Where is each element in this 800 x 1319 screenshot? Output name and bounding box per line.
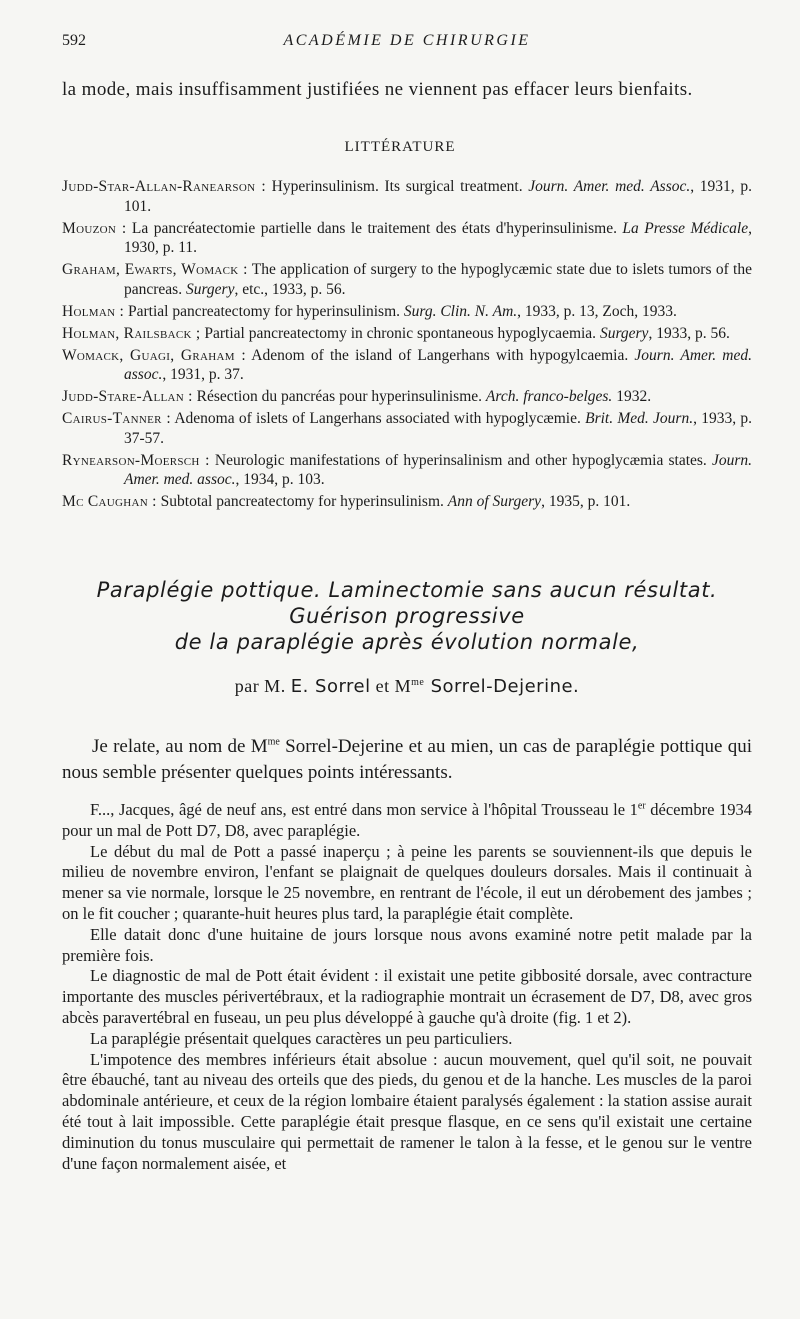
reference-title: Adenoma of islets of Langerhans associated with hypoglycæmie. [170,410,586,427]
body-paragraph: Elle datait donc d'une huitaine de jours lorsque nous avons examiné notre petit malade par la première fois. [62,924,752,965]
page-header [62,32,752,56]
article-title-line: Guérison progressive [289,604,525,628]
reference-source: Journ. Amer. med. assoc. [124,346,752,383]
body-paragraph: Le diagnostic de mal de Pott était évident : il existait une petite gibbosité dorsale, avec contracture importante des muscles périvertébraux, et la radiographie montrait un écrasement de D7, D8, avec gros abcès paravertébral en fuseau, un peu plus développé à gauche qu'à droite (fig. 1 et 2). [62,966,752,1027]
byline-superscript: me [411,677,425,688]
byline-prefix: par M. [234,676,291,696]
reference-source: La Presse Médicale [622,219,749,237]
lead-superscript: me [267,736,280,748]
reference-title: Partial pancreatectomy for hyperinsulinism. [124,302,404,320]
paragraph-text: F..., Jacques, âgé de neuf ans, est entré dans mon service à l'hôpital Trousseau le 1 [90,800,638,819]
reference-title: Subtotal pancreatectomy for hyperinsulinism. [156,493,448,510]
reference-source: Journ. Amer. med. assoc. [124,451,752,488]
reference-details: , 1933, p. 56. [648,324,730,342]
reference-details: , 1931, p. 101. [124,178,752,215]
reference-authors: Cairus-Tanner : [62,410,171,427]
body-paragraph [62,800,752,842]
reference-source: Surgery [599,324,649,342]
reference-item [62,177,752,216]
paragraph-text: décembre 1934 pour un mal de Pott D7, D8, avec paraplégie. [62,800,753,840]
reference-item [62,260,752,299]
reference-authors: Holman : [62,302,125,320]
reference-source: Ann of Surgery [447,493,542,510]
reference-source: Surgery [185,280,235,298]
reference-item [62,492,752,512]
reference-source: Journ. Amer. med. Assoc. [528,178,691,195]
reference-item [62,346,752,385]
reference-item [62,302,752,322]
reference-source: Arch. franco-belges. [485,388,613,405]
reference-source: Surg. Clin. N. Am. [403,302,518,320]
author-name: Sorrel-Dejerine. [424,676,580,697]
running-title: ACADÉMIE DE CHIRURGIE [283,32,531,49]
reference-details: , 1933, p. 13, Zoch, 1933. [517,302,677,320]
reference-details: , 1931, p. 37. [162,366,244,383]
reference-item [62,219,752,258]
reference-title: Résection du pancréas pour hyperinsulinisme. [192,388,486,405]
reference-details: 1932. [612,388,652,405]
reference-details: , 1935, p. 101. [541,493,631,510]
article-title-line: Paraplégie pottique. Laminectomie sans aucun résultat. [96,578,718,602]
reference-title: Partial pancreatectomy in chronic spontaneous hypoglycaemia. [200,324,600,342]
article-title-line: de la paraplégie après évolution normale, [174,630,640,654]
reference-details: , 1934, p. 103. [235,471,325,488]
byline [62,676,752,697]
reference-item [62,387,752,407]
reference-list [62,177,752,514]
literature-heading: LITTÉRATURE [344,139,456,155]
reference-title: Hyperinsulinism. Its surgical treatment. [265,178,529,195]
reference-details: , etc., 1933, p. 56. [234,280,346,298]
reference-item [62,324,752,344]
reference-title: The application of surgery to the hypoglycæmic state due to islets tumors of the pancreas. [124,261,752,298]
body-paragraph: Le début du mal de Pott a passé inaperçu ; à peine les parents se souviennent-ils que depuis le milieu de novembre environ, l'enfant se plaignait de quelques douleurs dorsales. Mais il continuait à mener sa vie normale, lorsque le 25 novembre, en rentrant de l'école, il eut un dérobement des jambes ; on le fit coucher ; quarante-huit heures plus tard, la paraplégie était complète. [62,841,752,923]
lead-paragraph [62,734,752,786]
intro-paragraph: la mode, mais insuffisamment justifiées ne viennent pas effacer leurs bienfaits. [62,79,693,100]
body-paragraph: L'impotence des membres inférieurs était absolue : aucun mouvement, quel qu'il soit, ne pouvait être ébauché, tant au niveau des orteils que des pieds, du genou et de la hanche. Les muscles de la paroi abdominale antérieure, et ceux de la région lombaire étaient paralysés également : la station assise aurait été tout à lait impossible. Cette paraplégie était presque flasque, en ce sens qu'il existait une certaine diminution du tonus musculaire qui permettait de ramener le talon à la fesse, et le genou sur le ventre d'une façon normalement aisée, et [62,1049,752,1173]
reference-authors: Mouzon : [62,219,127,237]
lead-text: Sorrel-Dejerine et au mien, un cas de paraplégie pottique qui nous semble présenter quelques points intéressants. [62,736,752,783]
reference-title: Neurologic manifestations of hyperinsalinism and other hypoglycæmia states. [209,451,712,469]
reference-authors: Holman, Railsback ; [62,324,201,342]
reference-details: , 1930, p. 11. [124,219,752,256]
reference-details: , 1933, p. 37-57. [124,410,752,447]
paragraph-superscript: er [637,800,646,812]
reference-authors: Judd-Star-Allan-Ranearson : [62,178,266,195]
reference-item [62,409,752,448]
reference-source: Brit. Med. Journ. [585,410,694,427]
article-title [62,577,752,655]
body-paragraph: La paraplégie présentait quelques caractères un peu particuliers. [90,1028,513,1048]
reference-authors: Mc Caughan : [62,493,157,510]
reference-title: La pancréatectomie partielle dans le traitement des états d'hyperinsulinisme. [126,219,623,237]
author-name: E. Sorrel [290,676,371,697]
lead-text: Je relate, au nom de M [92,736,268,757]
page-number: 592 [62,32,86,49]
reference-authors: Graham, Ewarts, Womack : [62,261,248,278]
reference-authors: Womack, Guagi, Graham : [62,346,246,364]
article-body [62,800,752,1174]
reference-title: Adenom of the island of Langerhans with hypogylcaemia. [245,346,635,364]
reference-authors: Rynearson-Moersch : [62,451,210,469]
reference-item [62,451,752,490]
reference-authors: Judd-Stare-Allan : [62,388,193,405]
byline-connector: et M [370,676,412,696]
